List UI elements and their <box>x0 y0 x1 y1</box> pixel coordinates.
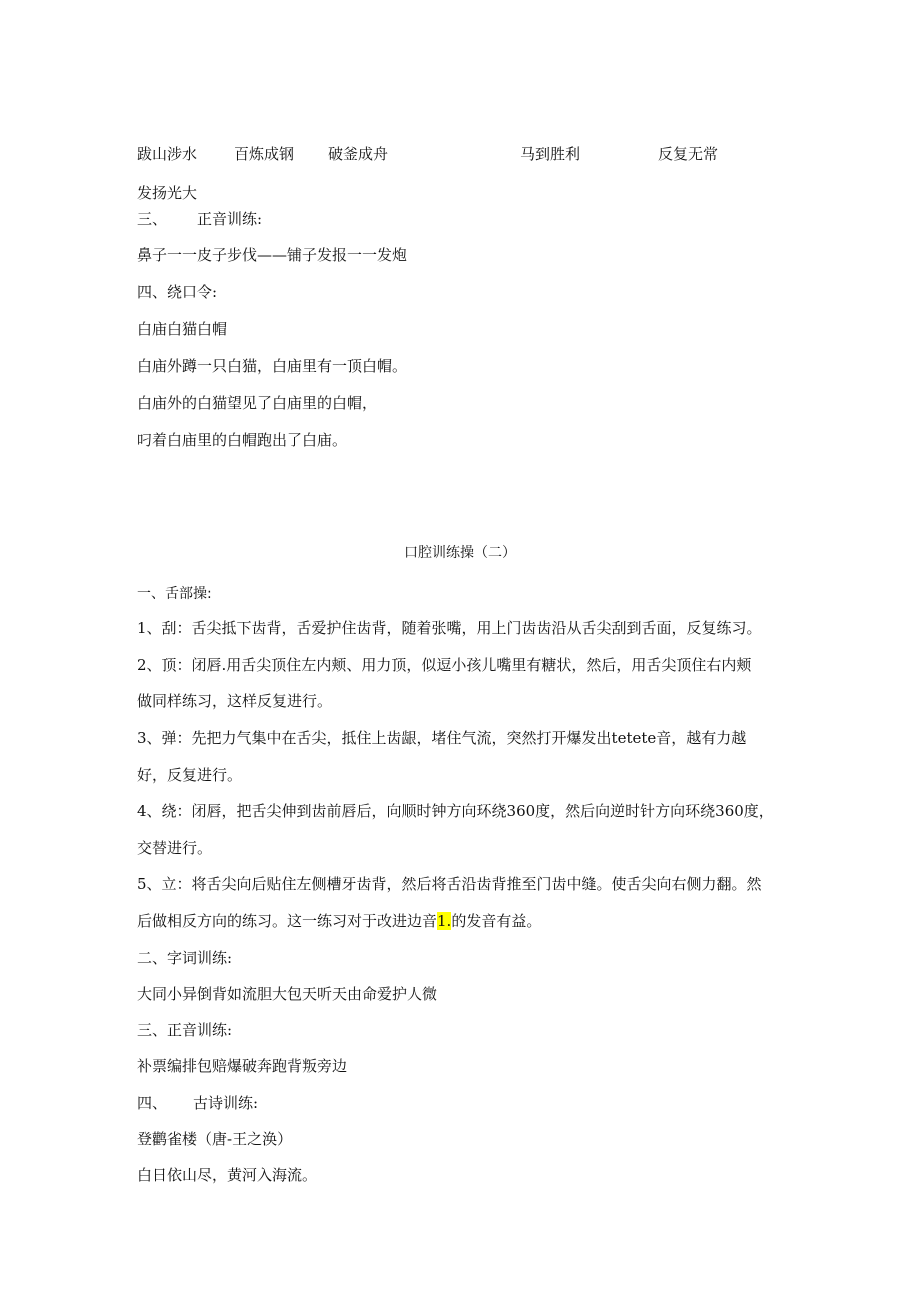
tongue-twister-line: 白庙外的白猫望见了白庙里的白帽， <box>137 394 378 412</box>
idiom-5: 反复无常 <box>658 145 719 163</box>
tongue-twister-line: 叼着白庙里的白帽跑出了白庙。 <box>137 431 348 449</box>
paragraph-5-text-before: 后做相反方向的练习。这一练习对于改进边音 <box>137 912 438 930</box>
page-title: 口腔训练操（二） <box>404 545 516 561</box>
section-3a-number: 三、 <box>137 210 168 228</box>
paragraph-2-line-1: 2、顶：闭唇.用舌尖顶住左内颊、用力顶，似逗小孩儿嘴里有糖状，然后，用舌尖顶住右内颊 <box>137 656 752 674</box>
tongue-twister-title: 白庙白猫白帽 <box>137 320 228 338</box>
paragraph-5-line-2 <box>137 911 541 931</box>
idiom-3: 破釜成舟 <box>328 145 389 163</box>
section-4a-heading: 四、绕口令: <box>137 283 218 301</box>
section-3b-text: 补票编排包赔爆破奔跑背叛旁边 <box>137 1057 348 1075</box>
paragraph-5-line-1: 5、立：将舌尖向后贴住左侧槽牙齿背，然后将舌沿齿背推至门齿中缝。使舌尖向右侧力翻。然 <box>137 875 762 893</box>
paragraph-4-line-2: 交替进行。 <box>137 839 213 857</box>
paragraph-1: 1、刮：舌尖抵下齿背，舌爱护住齿背，随着张嘴，用上门齿齿沿从舌尖刮到舌面，反复练习。 <box>137 619 762 637</box>
poem-title: 登鹳雀楼（唐-王之涣） <box>137 1130 293 1148</box>
section-4b-number: 四、 <box>137 1094 168 1112</box>
section-4b-heading <box>137 1093 258 1113</box>
section-3b-heading: 三、正音训练: <box>137 1021 233 1039</box>
paragraph-2-line-2: 做同样练习，这样反复进行。 <box>137 692 333 710</box>
paragraph-3-line-1: 3、弹：先把力气集中在舌尖，抵住上齿龈，堵住气流，突然打开爆发出tetete音，越有力越 <box>137 729 747 747</box>
section-2-heading: 二、字词训练: <box>137 949 233 967</box>
section-2-text: 大同小异倒背如流胆大包天听天由命爱护人微 <box>137 985 438 1003</box>
section-3a-heading <box>137 209 262 229</box>
tongue-twister-line: 白庙外蹲一只白猫，白庙里有一顶白帽。 <box>137 357 408 375</box>
paragraph-4-line-1: 4、绕：闭唇，把舌尖伸到齿前唇后，向顺时钟方向环绕360度，然后向逆时针方向环绕360度， <box>137 802 774 820</box>
idiom-4: 马到胜利 <box>520 145 581 163</box>
paragraph-3-line-2: 好，反复进行。 <box>137 766 243 784</box>
section-4b-title: 古诗训练: <box>193 1094 259 1112</box>
idiom-row-2: 发扬光大 <box>137 184 198 202</box>
idiom-1: 跋山涉水 <box>137 145 198 163</box>
highlighted-text: 1. <box>437 912 452 930</box>
section-3a-title: 正音训练: <box>197 210 263 228</box>
paragraph-5-text-after: 的发音有益。 <box>451 912 542 930</box>
section-3a-text: 鼻子一一皮子步伐——铺子发报一一发炮 <box>137 246 408 264</box>
idiom-2: 百炼成钢 <box>234 145 295 163</box>
section-1-heading: 一、舌部操: <box>137 586 212 602</box>
poem-line: 白日依山尽，黄河入海流。 <box>137 1166 318 1184</box>
